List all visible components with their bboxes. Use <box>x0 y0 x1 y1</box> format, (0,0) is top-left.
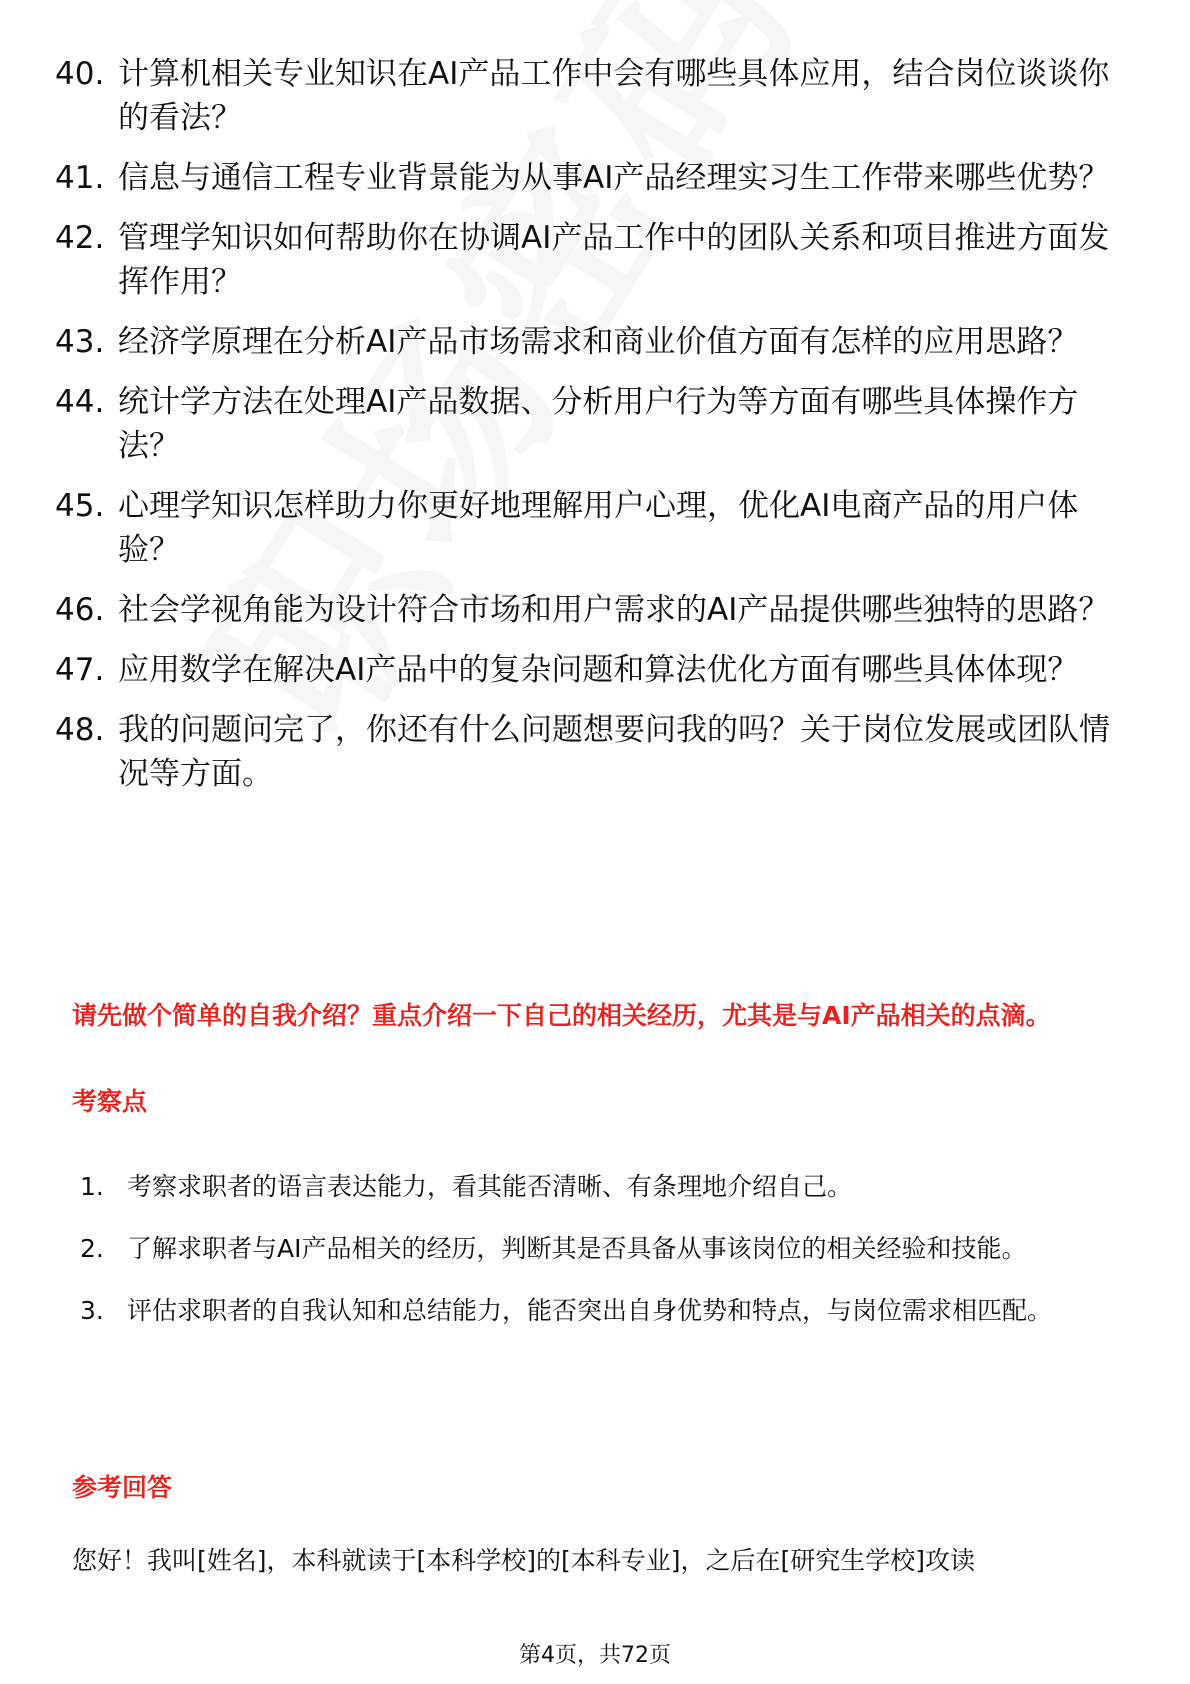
question-text: 我的问题问完了，你还有什么问题想要问我的吗？关于岗位发展或团队情况等方面。 <box>118 712 1110 792</box>
point-number: 1. <box>80 1172 104 1201</box>
list-item <box>55 648 1115 692</box>
question-text: 应用数学在解决AI产品中的复杂问题和算法优化方面有哪些具体体现？ <box>118 652 1079 688</box>
point-text: 了解求职者与AI产品相关的经历，判断其是否具备从事该岗位的相关经验和技能。 <box>127 1234 1027 1263</box>
list-item <box>80 1222 1115 1276</box>
question-text: 管理学知识如何帮助你在协调AI产品工作中的团队关系和项目推进方面发挥作用？ <box>118 220 1110 300</box>
points-heading: 考察点 <box>72 1087 148 1116</box>
question-text: 信息与通信工程专业背景能为从事AI产品经理实习生工作带来哪些优势？ <box>118 160 1110 196</box>
list-item <box>55 380 1115 468</box>
answer-text: 您好！我叫[姓名]，本科就读于[本科学校]的[本科专业]，之后在[研究生学校]攻读 <box>72 1546 976 1575</box>
question-number: 44. <box>55 384 105 420</box>
question-number: 46. <box>55 592 105 628</box>
list-item <box>55 588 1115 632</box>
points-list <box>80 1160 1115 1346</box>
question-text: 统计学方法在处理AI产品数据、分析用户行为等方面有哪些具体操作方法？ <box>118 384 1079 464</box>
question-text: 经济学原理在分析AI产品市场需求和商业价值方面有怎样的应用思路？ <box>118 324 1079 360</box>
point-number: 2. <box>80 1234 104 1263</box>
point-text: 考察求职者的语言表达能力，看其能否清晰、有条理地介绍自己。 <box>127 1172 853 1201</box>
answer-heading: 参考回答 <box>72 1473 173 1502</box>
question-number: 47. <box>55 652 105 688</box>
question-number: 40. <box>55 56 105 92</box>
list-item <box>55 52 1115 140</box>
list-item <box>55 484 1115 572</box>
question-number: 42. <box>55 220 105 256</box>
list-item <box>55 216 1115 304</box>
question-list <box>55 52 1115 812</box>
question-number: 45. <box>55 488 105 524</box>
point-text: 评估求职者的自我认知和总结能力，能否突出自身优势和特点，与岗位需求相匹配。 <box>127 1296 1053 1325</box>
question-text: 计算机相关专业知识在AI产品工作中会有哪些具体应用，结合岗位谈谈你的看法？ <box>118 56 1110 136</box>
question-number: 48. <box>55 712 105 748</box>
page-footer: 第4页，共72页 <box>519 1643 671 1668</box>
highlight-question: 请先做个简单的自我介绍？重点介绍一下自己的相关经历，尤其是与AI产品相关的点滴。 <box>72 1001 1051 1030</box>
list-item <box>55 320 1115 364</box>
list-item <box>80 1160 1115 1214</box>
point-number: 3. <box>80 1296 104 1325</box>
question-number: 43. <box>55 324 105 360</box>
list-item <box>55 708 1115 796</box>
question-text: 心理学知识怎样助力你更好地理解用户心理，优化AI电商产品的用户体验？ <box>118 488 1079 568</box>
question-text: 社会学视角能为设计符合市场和用户需求的AI产品提供哪些独特的思路？ <box>118 592 1110 628</box>
question-number: 41. <box>55 160 105 196</box>
list-item <box>80 1284 1115 1338</box>
list-item <box>55 156 1115 200</box>
